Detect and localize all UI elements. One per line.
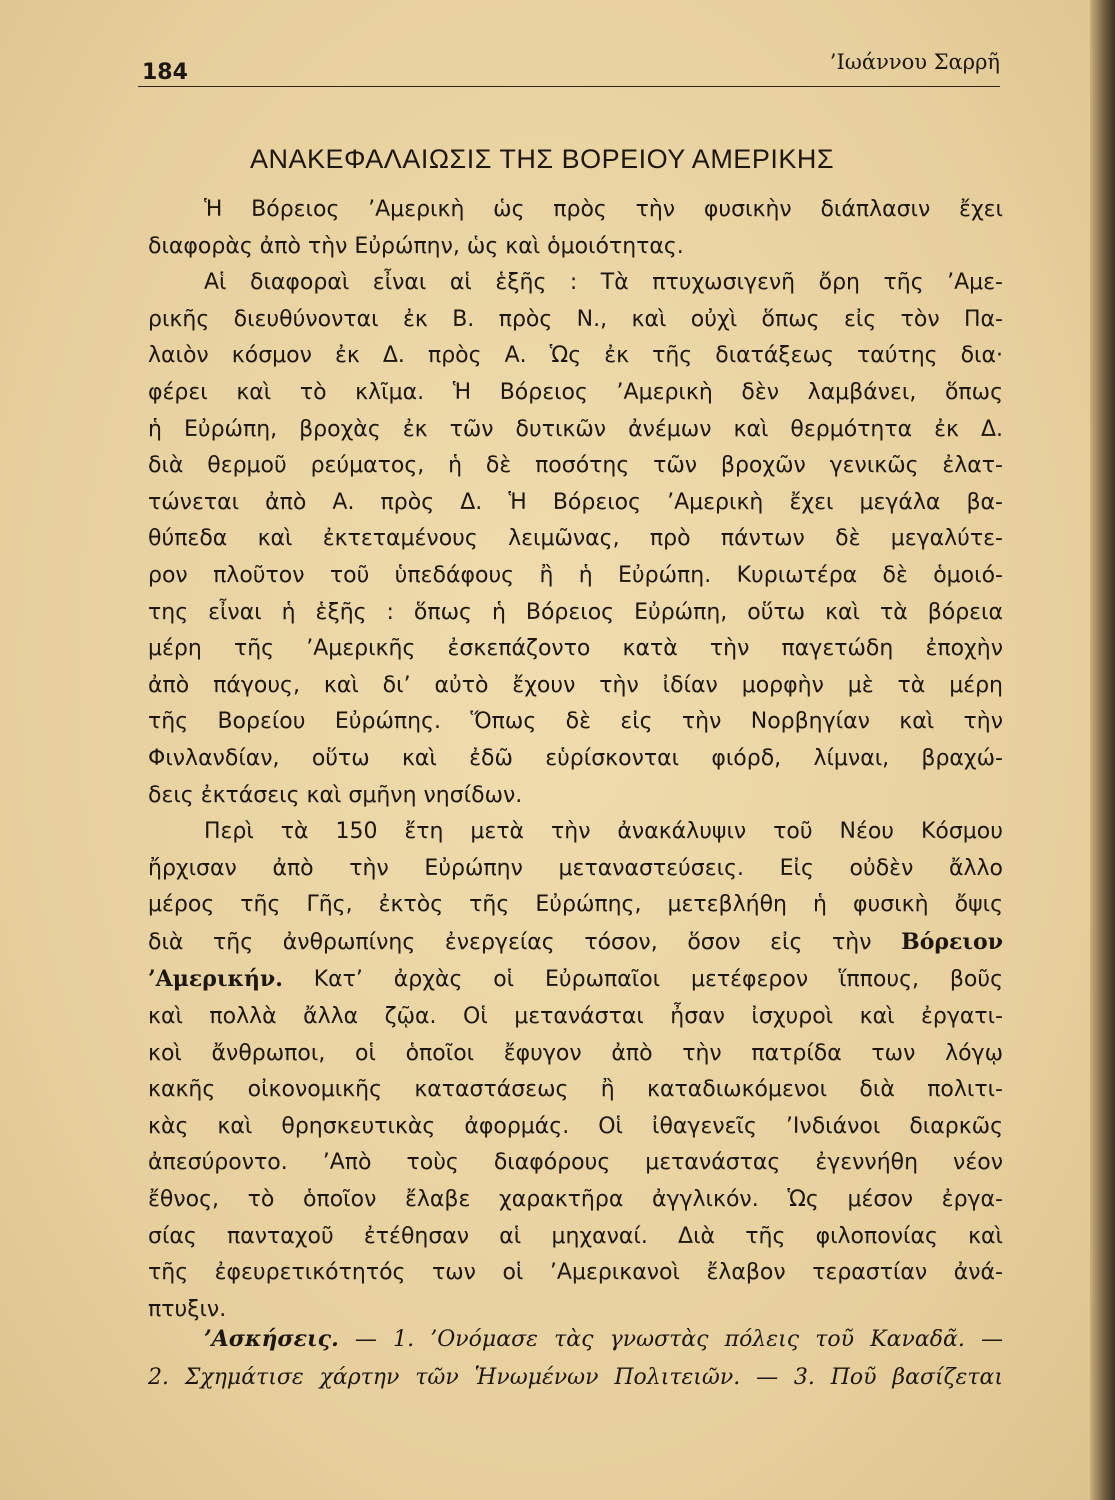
text-line: Ἡ Βόρειος ’Αμερικὴ ὡς πρὸς τὴν φυσικὴν διάπλασιν ἔχει xyxy=(204,197,1003,222)
exercises xyxy=(148,1320,1003,1397)
text-line: διὰ θερμοῦ ρεύματος, ἡ δὲ ποσότης τῶν βροχῶν γενικῶς ἐλατ- xyxy=(148,453,1003,479)
text-line: τῆς ἐφευρετικότητός των οἱ ’Αμερικανοὶ ἔλαβον τεραστίαν ἀνά- xyxy=(148,1260,1003,1286)
text-line: της εἶναι ἡ ἑξῆς : ὅπως ἡ Βόρειος Εὐρώπη, οὕτω καὶ τὰ βόρεια xyxy=(148,599,1003,625)
text-line-with-emphasis xyxy=(148,961,1003,999)
exercises-label: ’Ασκήσεις. xyxy=(204,1326,339,1352)
text-line-with-emphasis xyxy=(148,924,1003,962)
text-line: ἡ Εὐρώπη, βροχὰς ἐκ τῶν δυτικῶν ἀνέμων καὶ θερμότητα ἐκ Δ. xyxy=(148,416,1003,442)
emphasis-text: Βόρειον xyxy=(901,928,1003,955)
exercise-line: 2. Σχημάτισε χάρτην τῶν Ἡνωμένων Πολιτειῶν. — 3. Ποῦ βασίζεται xyxy=(148,1365,1003,1390)
text-line: δεις ἐκτάσεις καὶ σμῆνη νησίδων. xyxy=(148,782,523,808)
text-line: Αἱ διαφοραὶ εἶναι αἱ ἑξῆς : Τὰ πτυχωσιγενῆ ὄρη τῆς ’Αμε- xyxy=(204,270,1003,296)
text-line: ρικῆς διευθύνονται ἐκ Β. πρὸς Ν., καὶ οὐχὶ ὅπως εἰς τὸν Πα- xyxy=(148,306,1003,332)
text-fragment: διὰ τῆς ἀνθρωπίνης ἐνεργείας τόσον, ὅσον εἰς τὴν xyxy=(148,929,872,955)
text-line: Περὶ τὰ 150 ἔτη μετὰ τὴν ἀνακάλυψιν τοῦ Νέου Κόσμου xyxy=(204,819,1003,845)
text-line: κὰς καὶ θρησκευτικὰς ἀφορμάς. Οἱ ἰθαγενεῖς ’Ινδιάνοι διαρκῶς xyxy=(148,1113,1003,1139)
section-title: ΑΝΑΚΕΦΑΛΑΙΩΣΙΣ ΤΗΣ ΒΟΡΕΙΟΥ ΑΜΕΡΙΚΗΣ xyxy=(250,144,835,174)
text-line: καὶ πολλὰ ἄλλα ζῷα. Οἱ μετανάσται ἦσαν ἰσχυροὶ καὶ ἐργατι- xyxy=(148,1004,1003,1030)
text-line: τώνεται ἀπὸ Α. πρὸς Δ. Ἡ Βόρειος ’Αμερικὴ ἔχει μεγάλα βα- xyxy=(148,489,1003,515)
text-fragment: Κατ’ ἀρχὰς οἱ Εὐρωπαῖοι μετέφερον ἵππους, βοῦς xyxy=(313,967,1003,993)
text-line: Φινλανδίαν, οὕτω καὶ ἐδῶ εὑρίσκονται φιόρδ, λίμναι, βραχώ- xyxy=(148,745,1003,771)
text-line: μέρος τῆς Γῆς, ἐκτὸς τῆς Εὐρώπης, μετεβλήθη ἡ φυσικὴ ὄψις xyxy=(148,892,1003,918)
text-line: ρον πλοῦτον τοῦ ὑπεδάφους ἢ ἡ Εὐρώπη. Κυριωτέρα δὲ ὁμοιό- xyxy=(148,562,1003,588)
text-line: λαιὸν κόσμον ἐκ Δ. πρὸς Α. Ὡς ἐκ τῆς διατάξεως ταύτης δια· xyxy=(148,343,1003,369)
text-line: μέρη τῆς ’Αμερικῆς ἐσκεπάζοντο κατὰ τὴν παγετώδη ἐποχὴν xyxy=(148,636,1003,662)
page-number: 184 xyxy=(142,60,188,85)
text-line: ἤρχισαν ἀπὸ τὴν Εὐρώπην μεταναστεύσεις. Εἰς οὐδὲν ἄλλο xyxy=(148,855,1003,881)
text-line: διαφορὰς ἀπὸ τὴν Εὐρώπην, ὡς καὶ ὁμοιότητας. xyxy=(148,233,684,259)
running-head: ’Ιωάννου Σαρρῆ xyxy=(829,50,1000,74)
exercise-text: — 1. ’Ονόμασε τὰς γνωστὰς πόλεις τοῦ Καναδᾶ. — xyxy=(354,1327,1003,1352)
text-line: τῆς Βορείου Εὐρώπης. Ὅπως δὲ εἰς τὴν Νορβηγίαν καὶ τὴν xyxy=(148,709,1003,735)
text-line: πτυξιν. xyxy=(148,1296,227,1322)
text-line: ἀπὸ πάγους, καὶ δι’ αὐτὸ ἔχουν τὴν ἰδίαν μορφὴν μὲ τὰ μέρη xyxy=(148,672,1003,698)
text-line: θύπεδα καὶ ἐκτεταμένους λειμῶνας, πρὸ πάντων δὲ μεγαλύτε- xyxy=(148,526,1003,552)
text-line: σίας πανταχοῦ ἐτέθησαν αἱ μηχαναί. Διὰ τῆς φιλοπονίας καὶ xyxy=(148,1223,1003,1249)
page-edge-shadow xyxy=(1090,0,1115,1500)
text-line: φέρει καὶ τὸ κλῖμα. Ἡ Βόρειος ’Αμερικὴ δὲν λαμβάνει, ὅπως xyxy=(148,379,1003,405)
text-line: ἀπεσύροντο. ’Απὸ τοὺς διαφόρους μετανάστας ἐγεννήθη νέον xyxy=(148,1150,1003,1176)
emphasis-text: ’Αμερικήν. xyxy=(148,966,283,993)
page-header xyxy=(138,50,1000,87)
text-line: κοὶ ἄνθρωποι, οἱ ὁποῖοι ἔφυγον ἀπὸ τὴν πατρίδα των λόγῳ xyxy=(148,1040,1003,1066)
exercise-line xyxy=(148,1320,1003,1359)
body-text xyxy=(148,192,1003,1328)
text-line: ἔθνος, τὸ ὁποῖον ἔλαβε χαρακτῆρα ἀγγλικόν. Ὡς μέσον ἐργα- xyxy=(148,1187,1003,1213)
text-line: κακῆς οἰκονομικῆς καταστάσεως ἢ καταδιωκόμενοι διὰ πολιτι- xyxy=(148,1077,1003,1103)
